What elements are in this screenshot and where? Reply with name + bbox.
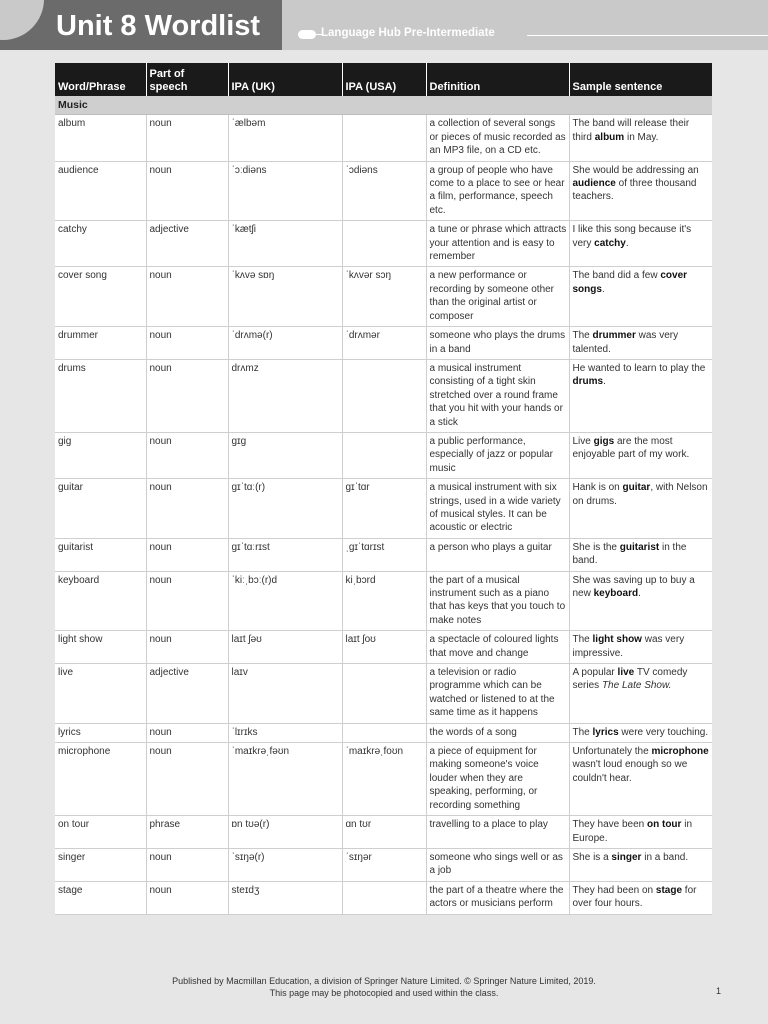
ipa-uk-cell: ɒn tʊə(r) bbox=[228, 816, 342, 849]
highlighted-word: keyboard bbox=[593, 588, 639, 599]
word-cell: guitar bbox=[55, 479, 146, 539]
ipa-usa-cell: ˈdrʌmər bbox=[342, 327, 426, 360]
ipa-usa-cell bbox=[342, 221, 426, 267]
word-cell: microphone bbox=[55, 743, 146, 816]
word-cell: catchy bbox=[55, 221, 146, 267]
definition-cell: a musical instrument with six strings, used in a wide variety of musical styles. It can be acoustic or electric bbox=[426, 479, 569, 539]
definition-cell: the part of a musical instrument such as a piano that has keys that you touch to make notes bbox=[426, 571, 569, 631]
ipa-usa-cell: ˈsɪŋər bbox=[342, 848, 426, 881]
ipa-usa-cell: ˈkʌvər sɔŋ bbox=[342, 267, 426, 327]
definition-cell: someone who plays the drums in a band bbox=[426, 327, 569, 360]
sentence-text: are the most enjoyable part of my work. bbox=[572, 435, 690, 461]
definition-cell: the words of a song bbox=[426, 723, 569, 742]
course-subtitle: Language Hub Pre-Intermediate bbox=[321, 27, 495, 39]
definition-cell: a piece of equipment for making someone's voice louder when they are speaking, performing, or recording something bbox=[426, 743, 569, 816]
word-cell: drums bbox=[55, 359, 146, 432]
sentence-text: . bbox=[601, 283, 605, 295]
page-number: 1 bbox=[716, 986, 722, 996]
word-cell: audience bbox=[55, 161, 146, 221]
ipa-usa-cell bbox=[342, 881, 426, 914]
ipa-usa-cell: ɑn tʊr bbox=[342, 816, 426, 849]
header-rule bbox=[527, 35, 768, 36]
highlighted-word: drummer bbox=[592, 330, 636, 342]
sentence-text: She is a bbox=[572, 851, 612, 863]
sentence-text: were very touching. bbox=[618, 726, 709, 738]
definition-cell: a tune or phrase which attracts your attention and is easy to remember bbox=[426, 221, 569, 267]
definition-cell: a spectacle of coloured lights that move and change bbox=[426, 631, 569, 664]
part-of-speech-cell: noun bbox=[146, 359, 228, 432]
definition-cell: a public performance, especially of jazz or popular music bbox=[426, 432, 569, 478]
word-cell: singer bbox=[55, 848, 146, 881]
ipa-usa-cell: ˈmaɪkrəˌfoʊn bbox=[342, 743, 426, 816]
definition-cell: someone who sings well or as a job bbox=[426, 848, 569, 881]
column-header-sample-sentence: Sample sentence bbox=[569, 63, 712, 96]
ipa-uk-cell: ˈkætʃi bbox=[228, 221, 342, 267]
page-header bbox=[0, 0, 768, 50]
column-header-definition: Definition bbox=[426, 63, 569, 96]
sentence-text: TV comedy series bbox=[572, 667, 688, 692]
ipa-usa-cell bbox=[342, 115, 426, 161]
sentence-text: in May. bbox=[624, 131, 659, 143]
highlighted-word: catchy bbox=[594, 237, 626, 249]
word-cell: cover song bbox=[55, 267, 146, 327]
sample-sentence-cell bbox=[569, 723, 712, 742]
ipa-usa-cell bbox=[342, 723, 426, 742]
table-row bbox=[55, 743, 712, 816]
highlighted-word: light show bbox=[592, 634, 642, 646]
sentence-text: They have been bbox=[572, 819, 647, 831]
table-header-row bbox=[55, 63, 712, 96]
sentence-text: Hank is on bbox=[572, 482, 623, 494]
table-row bbox=[55, 267, 712, 327]
word-cell: keyboard bbox=[55, 571, 146, 631]
word-cell: stage bbox=[55, 881, 146, 914]
sentence-text: The band did a few bbox=[572, 270, 661, 282]
ipa-uk-cell: ˈdrʌmə(r) bbox=[228, 327, 342, 360]
table-row bbox=[55, 221, 712, 267]
definition-cell: the part of a theatre where the actors or musicians perform bbox=[426, 881, 569, 914]
part-of-speech-cell: noun bbox=[146, 115, 228, 161]
ipa-uk-cell: ˈkʌvə sɒŋ bbox=[228, 267, 342, 327]
table-row bbox=[55, 161, 712, 221]
highlighted-word: live bbox=[617, 667, 635, 679]
part-of-speech-cell: noun bbox=[146, 723, 228, 742]
column-header-word: Word/Phrase bbox=[55, 63, 146, 96]
sample-sentence-cell bbox=[569, 538, 712, 571]
ipa-uk-cell: ˈmaɪkrəˌfəʊn bbox=[228, 743, 342, 816]
table-row bbox=[55, 664, 712, 724]
page-footer bbox=[0, 975, 768, 999]
sample-sentence-cell bbox=[569, 571, 712, 631]
highlighted-word: lyrics bbox=[592, 726, 619, 738]
part-of-speech-cell: noun bbox=[146, 848, 228, 881]
highlighted-word: singer bbox=[611, 851, 642, 863]
sample-sentence-cell bbox=[569, 221, 712, 267]
highlighted-word: gigs bbox=[593, 435, 615, 447]
ipa-uk-cell: ˈælbəm bbox=[228, 115, 342, 161]
ipa-usa-cell: ɡɪˈtɑr bbox=[342, 479, 426, 539]
table-row bbox=[55, 848, 712, 881]
ipa-usa-cell bbox=[342, 664, 426, 724]
sample-sentence-cell bbox=[569, 664, 712, 724]
sentence-text: She is the bbox=[572, 541, 620, 553]
sample-sentence-cell bbox=[569, 359, 712, 432]
part-of-speech-cell: phrase bbox=[146, 816, 228, 849]
sample-sentence-cell bbox=[569, 115, 712, 161]
sentence-text: . bbox=[625, 237, 629, 249]
sentence-text: . bbox=[638, 588, 641, 599]
highlighted-word: guitar bbox=[622, 482, 651, 494]
sentence-text: The bbox=[572, 634, 593, 646]
definition-cell: a musical instrument consisting of a tight skin stretched over a round frame that you hit with your hands or a stick bbox=[426, 359, 569, 432]
word-cell: lyrics bbox=[55, 723, 146, 742]
definition-cell: a collection of several songs or pieces of music recorded as an MP3 file, on a CD etc. bbox=[426, 115, 569, 161]
part-of-speech-cell: noun bbox=[146, 881, 228, 914]
highlighted-word: microphone bbox=[651, 746, 709, 758]
part-of-speech-cell: noun bbox=[146, 631, 228, 664]
word-cell: live bbox=[55, 664, 146, 724]
ipa-uk-cell: ˈsɪŋə(r) bbox=[228, 848, 342, 881]
ipa-uk-cell: ɡɪɡ bbox=[228, 432, 342, 478]
part-of-speech-cell: noun bbox=[146, 571, 228, 631]
ipa-uk-cell: laɪv bbox=[228, 664, 342, 724]
sentence-text: She would be addressing an bbox=[572, 164, 699, 176]
part-of-speech-cell: noun bbox=[146, 161, 228, 221]
sentence-text: The bbox=[572, 330, 593, 342]
definition-cell: a television or radio programme which can be watched or listened to at the same time as it happens bbox=[426, 664, 569, 724]
table-row bbox=[55, 571, 712, 631]
page-title: Unit 8 Wordlist bbox=[56, 10, 261, 42]
ipa-uk-cell: laɪt ʃəʊ bbox=[228, 631, 342, 664]
ipa-usa-cell: ˌɡɪˈtɑrɪst bbox=[342, 538, 426, 571]
part-of-speech-cell: noun bbox=[146, 327, 228, 360]
ipa-uk-cell: steɪdʒ bbox=[228, 881, 342, 914]
wordlist-table bbox=[55, 63, 712, 915]
sample-sentence-cell bbox=[569, 327, 712, 360]
sentence-text: He wanted to learn to play the bbox=[572, 362, 706, 374]
highlighted-word: album bbox=[594, 131, 625, 143]
table-row bbox=[55, 327, 712, 360]
sample-sentence-cell bbox=[569, 881, 712, 914]
ipa-uk-cell: ɡɪˈtɑː(r) bbox=[228, 479, 342, 539]
sentence-text: The bbox=[572, 726, 593, 738]
sentence-text: in the band. bbox=[572, 541, 687, 567]
table-row bbox=[55, 723, 712, 742]
corner-circle-decoration bbox=[0, 0, 44, 40]
ipa-uk-cell: ˈlɪrɪks bbox=[228, 723, 342, 742]
section-title: Music bbox=[55, 96, 712, 115]
ipa-uk-cell: drʌmz bbox=[228, 359, 342, 432]
column-header-ipa-usa: IPA (USA) bbox=[342, 63, 426, 96]
table-row bbox=[55, 538, 712, 571]
table-row bbox=[55, 816, 712, 849]
sample-sentence-cell bbox=[569, 161, 712, 221]
sentence-text: The band will release their third bbox=[572, 118, 690, 143]
sentence-text: She was saving up to buy a new bbox=[572, 574, 695, 599]
table-row bbox=[55, 432, 712, 478]
sentence-text: A popular bbox=[572, 667, 618, 679]
sentence-text: Live bbox=[572, 435, 594, 447]
sentence-text: in a band. bbox=[641, 851, 689, 863]
definition-cell: travelling to a place to play bbox=[426, 816, 569, 849]
hub-pill-icon bbox=[298, 30, 316, 39]
column-header-part-of-speech: Part of speech bbox=[146, 63, 228, 96]
sentence-text: , with Nelson on drums. bbox=[572, 482, 708, 507]
table-row bbox=[55, 479, 712, 539]
word-cell: on tour bbox=[55, 816, 146, 849]
part-of-speech-cell: noun bbox=[146, 479, 228, 539]
word-cell: guitarist bbox=[55, 538, 146, 571]
word-cell: light show bbox=[55, 631, 146, 664]
sentence-text: . bbox=[603, 376, 606, 388]
publisher-note: Published by Macmillan Education, a division of Springer Nature Limited. © Springer Nature Limited, 2019. bbox=[172, 976, 596, 986]
sentence-text: wasn't loud enough so we couldn't hear. bbox=[572, 759, 688, 784]
ipa-usa-cell: ˈɔdiəns bbox=[342, 161, 426, 221]
ipa-uk-cell: ˈkiːˌbɔː(r)d bbox=[228, 571, 342, 631]
ipa-uk-cell: ɡɪˈtɑːrɪst bbox=[228, 538, 342, 571]
part-of-speech-cell: noun bbox=[146, 267, 228, 327]
column-header-ipa-uk: IPA (UK) bbox=[228, 63, 342, 96]
ipa-usa-cell bbox=[342, 359, 426, 432]
italic-title: The Late Show. bbox=[601, 680, 672, 692]
table-row bbox=[55, 881, 712, 914]
highlighted-word: guitarist bbox=[619, 541, 660, 553]
title-block bbox=[0, 0, 282, 50]
ipa-usa-cell: laɪt ʃoʊ bbox=[342, 631, 426, 664]
table-row bbox=[55, 359, 712, 432]
sentence-text: of three thousand teachers. bbox=[572, 178, 697, 203]
sample-sentence-cell bbox=[569, 432, 712, 478]
sentence-text: for over four hours. bbox=[572, 884, 697, 910]
ipa-usa-cell bbox=[342, 432, 426, 478]
word-cell: album bbox=[55, 115, 146, 161]
definition-cell: a person who plays a guitar bbox=[426, 538, 569, 571]
sample-sentence-cell bbox=[569, 631, 712, 664]
part-of-speech-cell: noun bbox=[146, 538, 228, 571]
sample-sentence-cell bbox=[569, 743, 712, 816]
part-of-speech-cell: noun bbox=[146, 432, 228, 478]
sentence-text: was very talented. bbox=[572, 330, 679, 355]
sample-sentence-cell bbox=[569, 479, 712, 539]
sentence-text: Unfortunately the bbox=[572, 746, 652, 758]
photocopy-note: This page may be photocopied and used within the class. bbox=[269, 988, 499, 998]
sample-sentence-cell bbox=[569, 816, 712, 849]
part-of-speech-cell: adjective bbox=[146, 221, 228, 267]
word-cell: gig bbox=[55, 432, 146, 478]
sentence-text: I like this song because it's very bbox=[572, 224, 692, 249]
sentence-text: They had been on bbox=[572, 884, 656, 896]
section-row bbox=[55, 96, 712, 115]
sentence-text: was very impressive. bbox=[572, 634, 685, 659]
table-row bbox=[55, 631, 712, 664]
part-of-speech-cell: noun bbox=[146, 743, 228, 816]
highlighted-word: audience bbox=[572, 178, 616, 190]
definition-cell: a group of people who have come to a place to see or hear a film, performance, speech etc. bbox=[426, 161, 569, 221]
part-of-speech-cell: adjective bbox=[146, 664, 228, 724]
word-cell: drummer bbox=[55, 327, 146, 360]
sentence-text: in Europe. bbox=[572, 819, 692, 844]
sample-sentence-cell bbox=[569, 267, 712, 327]
highlighted-word: cover songs bbox=[572, 270, 688, 295]
table-row bbox=[55, 115, 712, 161]
highlighted-word: stage bbox=[655, 884, 683, 896]
definition-cell: a new performance or recording by someone other than the original artist or composer bbox=[426, 267, 569, 327]
sample-sentence-cell bbox=[569, 848, 712, 881]
ipa-usa-cell: kiˌbɔrd bbox=[342, 571, 426, 631]
highlighted-word: on tour bbox=[647, 819, 682, 831]
highlighted-word: drums bbox=[572, 376, 604, 388]
ipa-uk-cell: ˈɔːdiəns bbox=[228, 161, 342, 221]
